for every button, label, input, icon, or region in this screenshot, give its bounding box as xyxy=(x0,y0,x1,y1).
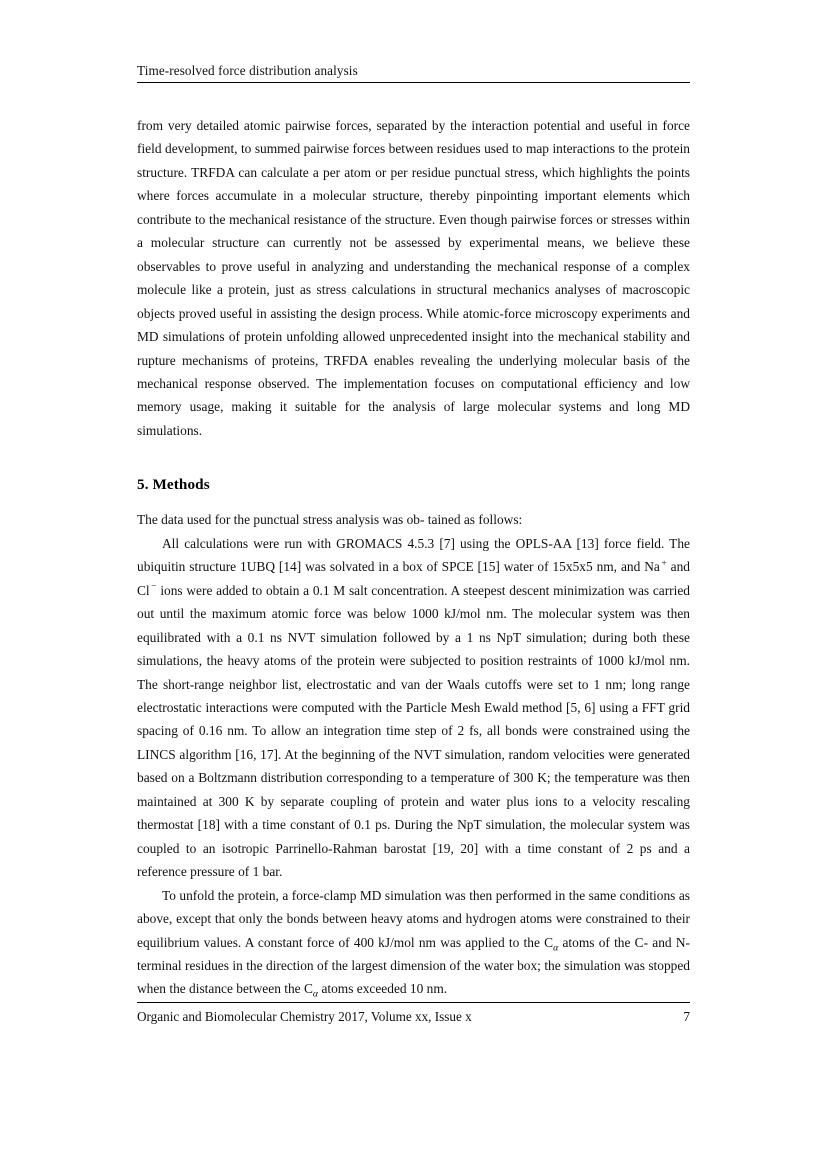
spacer xyxy=(137,495,690,508)
section-heading-methods: 5. Methods xyxy=(137,476,210,494)
page-body xyxy=(137,114,690,1001)
paragraph-continuation: from very detailed atomic pairwise forces, separated by the interaction potential and useful in force field development, to summed pairwise forces between residues used to map interactions to the protein structure. TRFDA can calculate a per atom or per residue punctual stress, which highlights the points where forces accumulate in a molecular structure, thereby pinpointing important elements which contribute to the mechanical resistance of the structure. Even though pairwise forces or stresses within a molecular structure can currently not be assessed by experimental means, we believe these observables to prove useful in analyzing and understanding the mechanical response of a complex molecule like a protein, just as stress calculations in structural mechanics analyses of macroscopic objects proved useful in assisting the design process. While atomic-force microscopy experiments and MD simulations of protein unfolding allowed unprecedented insight into the mechanical stability and rupture mechanisms of proteins, TRFDA enables revealing the underlying molecular basis of the mechanical response observed. The implementation focuses on computational efficiency and low memory usage, making it suitable for the analysis of large molecular systems and long MD simulations. xyxy=(137,118,690,438)
sodium-charge-superscript: + xyxy=(661,557,667,569)
paragraph-text-segment: and Cl xyxy=(137,559,690,598)
methods-intro-paragraph: The data used for the punctual stress analysis was ob- tained as follows: xyxy=(137,512,523,528)
c-alpha-subscript: α xyxy=(312,989,319,1001)
running-header xyxy=(137,63,690,83)
footer-rule xyxy=(137,1002,690,1003)
footer-row xyxy=(137,1008,690,1025)
paragraph-text-segment: atoms of the C- and N-terminal residues in the direction of the largest dimension of the water box; the simulation was stopped when the distance between the C xyxy=(137,934,690,997)
spacer xyxy=(137,442,690,475)
methods-paragraph-simulation-setup xyxy=(137,532,690,884)
paragraph-text-segment: ions were added to obtain a 0.1 M salt concentration. A steepest descent minimization was carried out until the maximum atomic force was below 1000 kJ/mol nm. The molecular system was then equilibrated with a 0.1 ns NVT simulation followed by a 1 ns NpT simulation; during both these simulations, the heavy atoms of the protein were subjected to position restraints of 1000 kJ/mol nm. The short-range neighbor list, electrostatic and van der Waals cutoffs were set to 1 nm; long range electrostatic interactions were computed with the Particle Mesh Ewald method [5, 6] using a FFT grid spacing of 0.16 nm. To allow an integration time step of 2 fs, all bonds were constrained using the LINCS algorithm [16, 17]. At the beginning of the NVT simulation, random velocities were generated based on a Boltzmann distribution corresponding to a temperature of 300 K; the temperature was then maintained at 300 K by separate coupling of protein and water plus ions to a velocity rescaling thermostat [18] with a time constant of 0.1 ps. During the NpT simulation, the molecular system was coupled to an isotropic Parrinello-Rahman barostat [19, 20] with a time constant of 2 ps and a reference pressure of 1 bar. xyxy=(137,582,690,880)
footer-journal-citation: Organic and Biomolecular Chemistry 2017, Volume xx, Issue x xyxy=(137,1009,472,1025)
page-footer xyxy=(137,1002,690,1025)
chloride-charge-superscript: − xyxy=(151,581,157,593)
paragraph-text-segment: To unfold the protein, a force-clamp MD simulation was then performed in the same conditions as above, except that only the bonds between heavy atoms and hydrogen atoms were constrained to their equilibrium values. A constant force of 400 kJ/mol nm was applied to the C xyxy=(137,887,690,950)
paragraph-text-segment: All calculations were run with GROMACS 4.5.3 [7] using the OPLS-AA [13] force field. The ubiquitin structure 1UBQ [14] was solvated in a box of SPCE [15] water of 15x5x5 nm, and Na xyxy=(137,535,690,575)
footer-page-number: 7 xyxy=(683,1009,690,1025)
paragraph-text-segment: atoms exceeded 10 nm. xyxy=(318,981,448,997)
header-rule xyxy=(137,82,690,83)
methods-paragraph-force-clamp xyxy=(137,884,690,1001)
running-header-title: Time-resolved force distribution analysis xyxy=(137,63,358,78)
c-alpha-subscript: α xyxy=(553,942,559,954)
